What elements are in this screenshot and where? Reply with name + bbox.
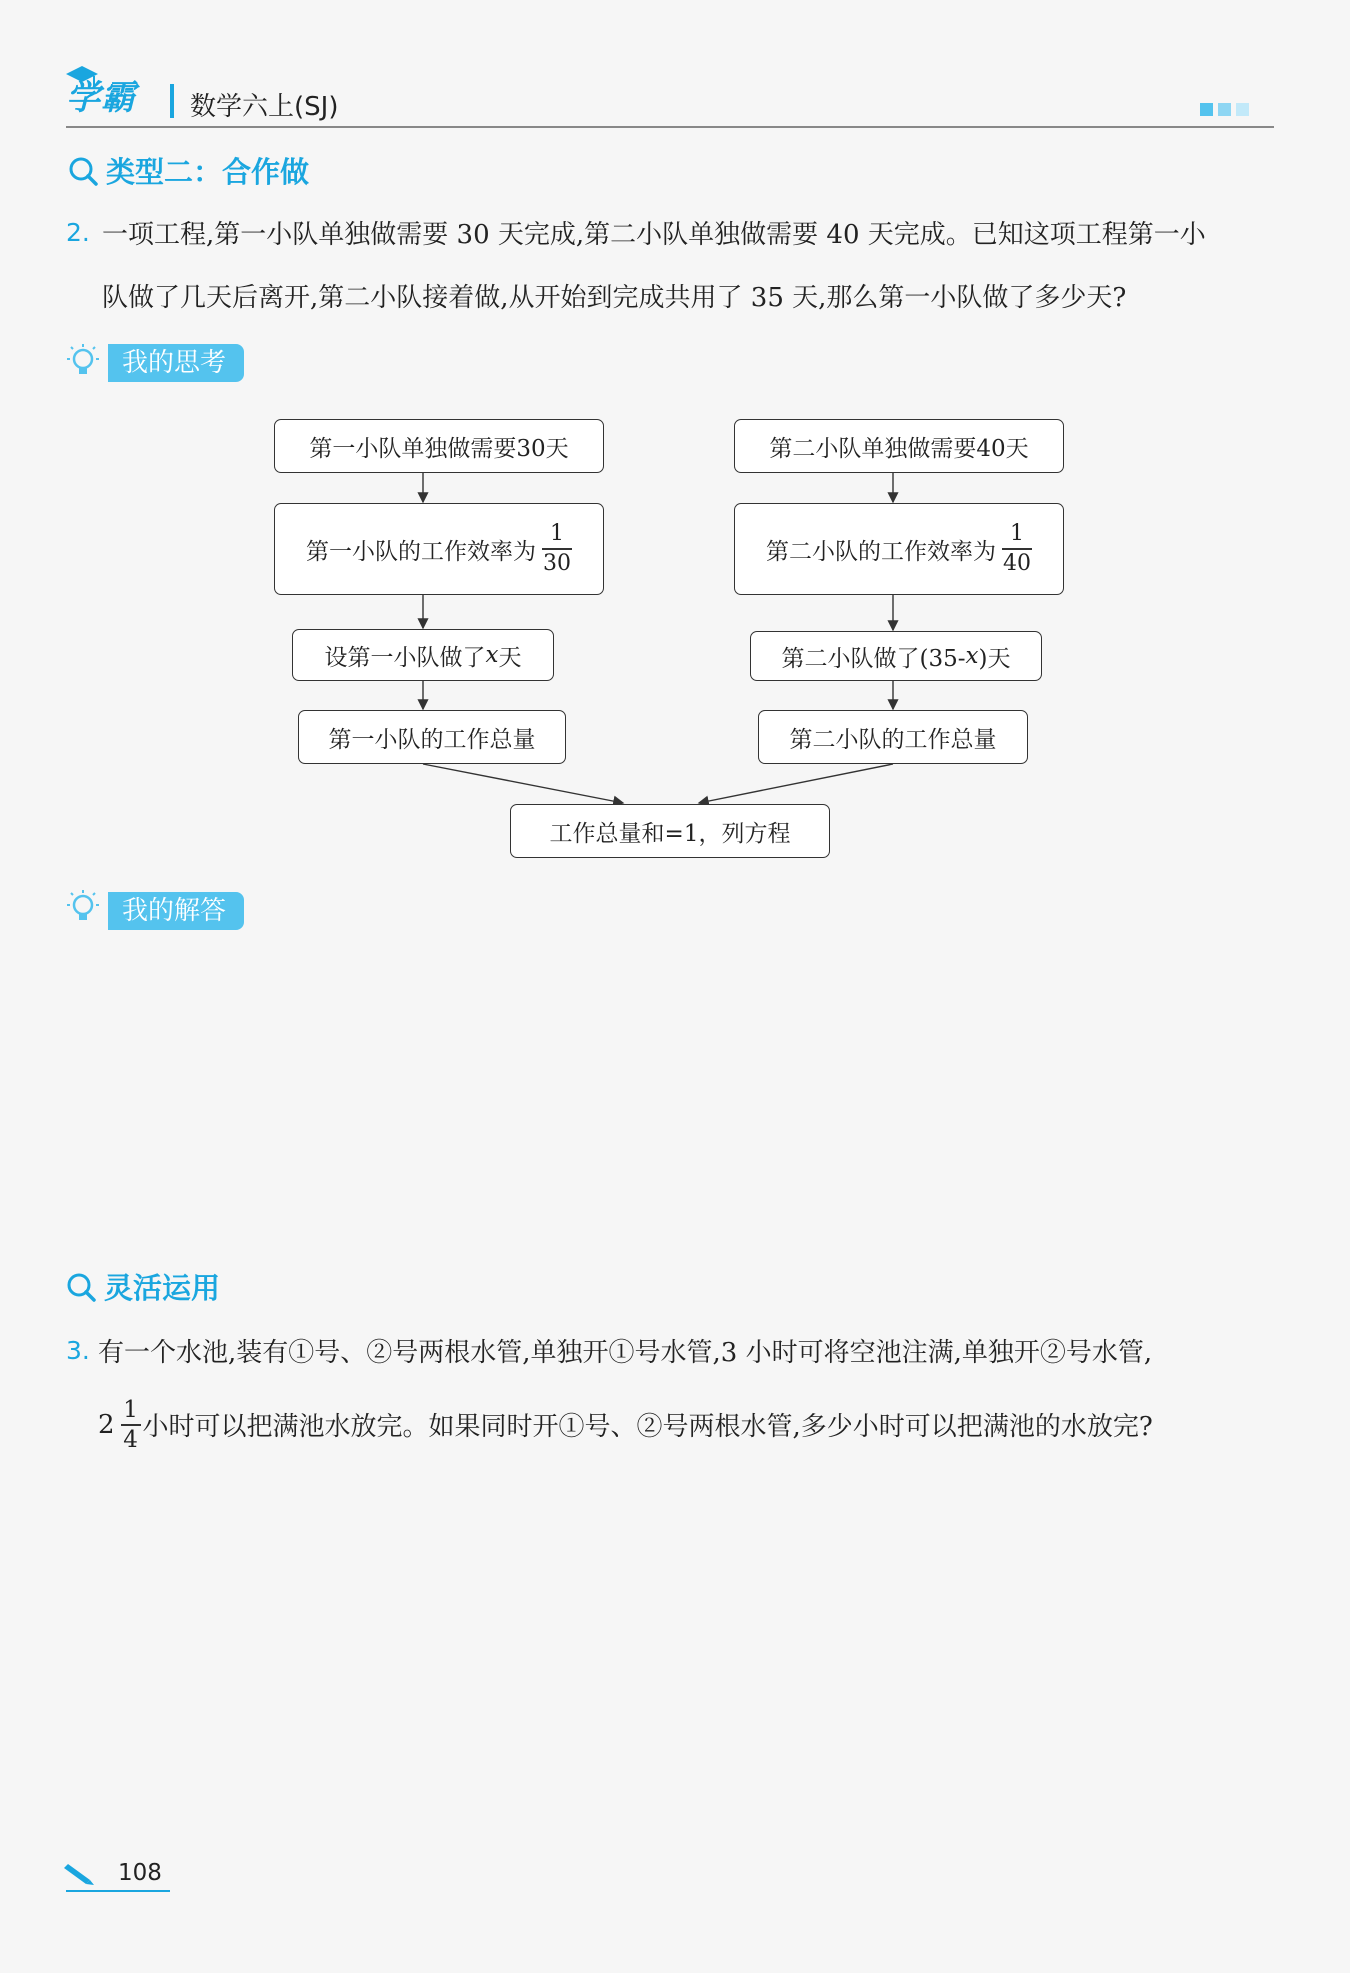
flow-box-label: 第二小队做了(35-: [781, 645, 966, 672]
footer-rule: [66, 1890, 170, 1892]
flow-connectors: [0, 0, 1350, 900]
question-text: 小时可以把满池水放完。如果同时开①号、②号两根水管,多少小时可以把满池的水放完?: [142, 1412, 1153, 1443]
flow-box-left-4: 第一小队的工作总量: [298, 710, 566, 764]
book-subject: 数学六上(SJ): [190, 92, 339, 122]
pencil-icon: [64, 1860, 96, 1886]
question-number: 3.: [66, 1336, 90, 1365]
variable: x: [485, 642, 499, 668]
fraction-numerator: 1: [550, 521, 564, 547]
section-title: 类型二：合作做: [106, 155, 310, 189]
thinking-tag: 我的思考: [108, 344, 244, 382]
section-title: 灵活运用: [104, 1271, 221, 1305]
flow-box-left-2: [274, 503, 604, 595]
mixed-number-whole: 2: [98, 1409, 115, 1440]
flow-box-right-2: [734, 503, 1064, 595]
flow-box-label: 第一小队的工作效率为: [306, 538, 536, 565]
fraction-denominator: 30: [543, 550, 571, 576]
flow-box-right-3: [750, 631, 1042, 681]
brand-logo: 学霸: [66, 78, 136, 118]
question-line: 有一个水池,装有①号、②号两根水管,单独开①号水管,3 小时可将空池注满,单独开②号水管,: [98, 1338, 1153, 1368]
variable: x: [965, 643, 979, 669]
flow-box-right-1: 第二小队单独做需要40天: [734, 419, 1064, 473]
question-line: 队做了几天后离开,第二小队接着做,从开始到完成共用了 35 天,那么第一小队做了多少天?: [102, 283, 1127, 313]
magnifier-icon: [66, 1272, 96, 1302]
flow-box-left-1: 第一小队单独做需要30天: [274, 419, 604, 473]
fraction-numerator: 1: [123, 1397, 138, 1423]
fraction-denominator: 40: [1003, 550, 1031, 576]
question-line: 一项工程,第一小队单独做需要 30 天完成,第二小队单独做需要 40 天完成。已知这项工程第一小: [102, 220, 1206, 250]
flow-box-label: )天: [978, 645, 1011, 672]
fraction-numerator: 1: [1010, 521, 1024, 547]
fraction-denominator: 4: [123, 1426, 138, 1453]
fraction: [121, 1398, 141, 1452]
flow-box-label: 设第一小队做了: [324, 644, 486, 671]
page-number: 108: [118, 1860, 162, 1886]
flow-box-right-4: 第二小队的工作总量: [758, 710, 1028, 764]
flow-box-left-3: [292, 629, 554, 681]
answer-tag: 我的解答: [108, 892, 244, 930]
question-line: [98, 1398, 1153, 1452]
question-number: 2.: [66, 218, 90, 247]
fraction: [1002, 522, 1032, 576]
flow-box-bottom: 工作总量和=1，列方程: [510, 804, 830, 858]
flow-box-label: 天: [498, 644, 522, 671]
flow-box-label: 第二小队的工作效率为: [766, 538, 996, 565]
fraction: [542, 522, 572, 576]
lightbulb-icon: [66, 888, 100, 928]
